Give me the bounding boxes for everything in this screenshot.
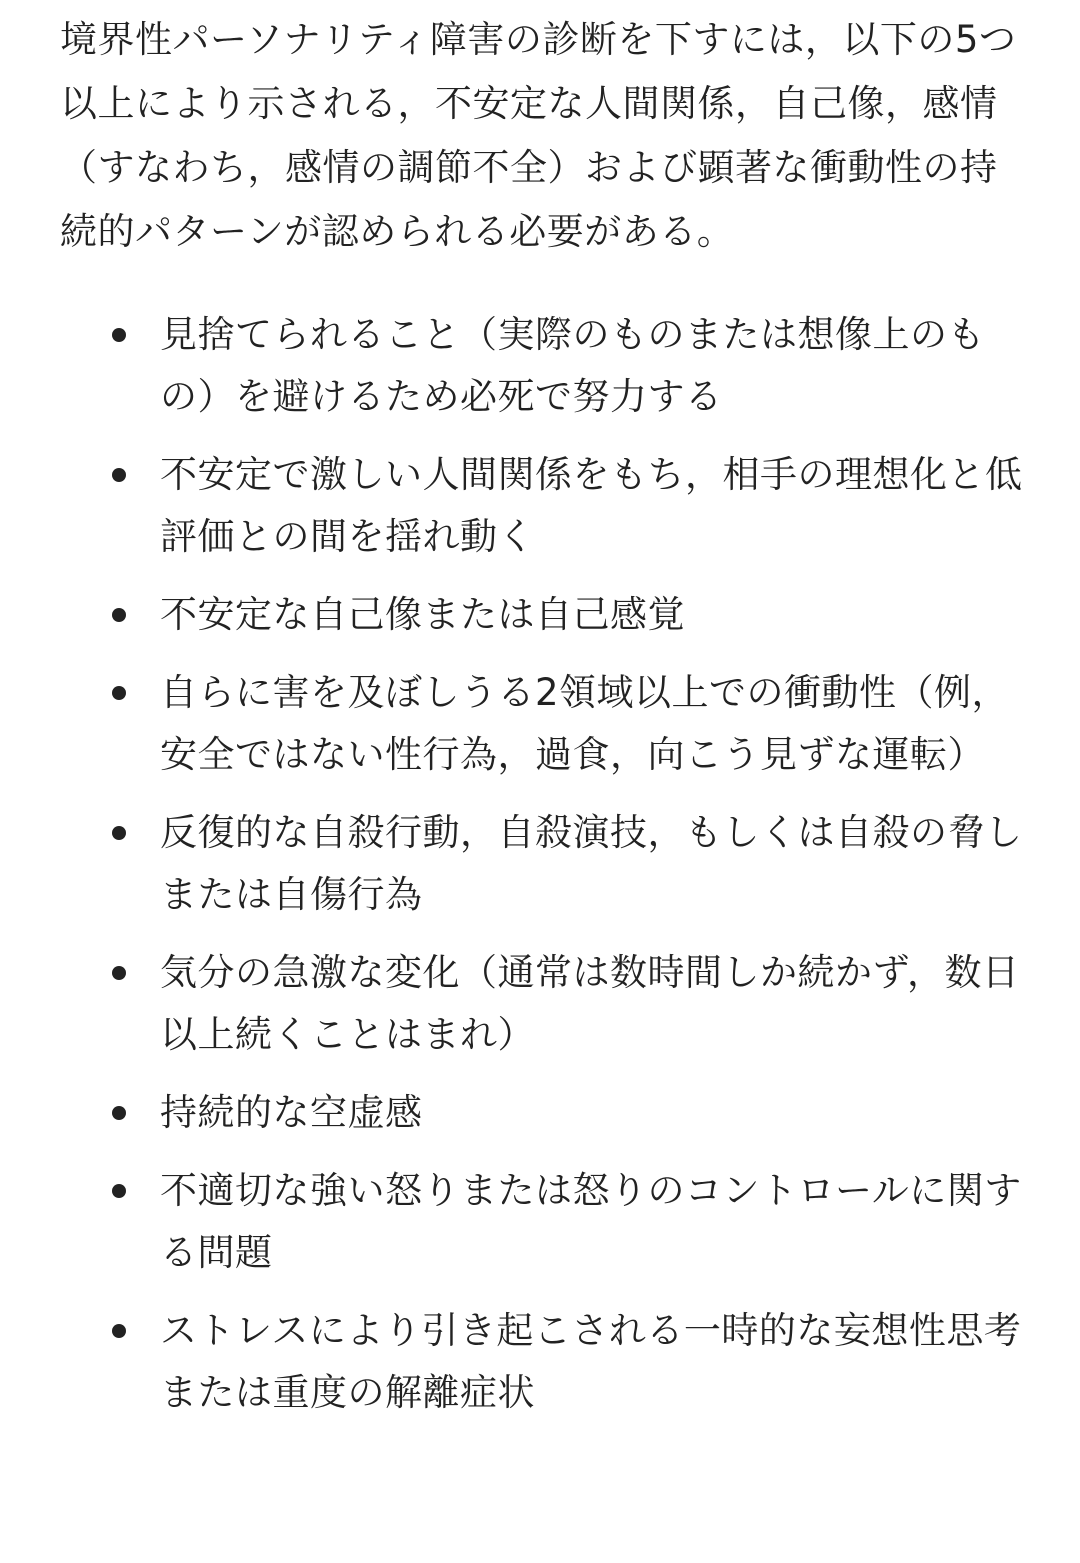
list-item: 反復的な自殺行動，自殺演技，もしくは自殺の脅しまたは自傷行為 [160,802,1028,926]
intro-paragraph: 境界性パーソナリティ障害の診断を下すには，以下の5つ以上により示される，不安定な人間関係，自己像，感情（すなわち，感情の調節不全）および顕著な衝動性の持続的パターンが認められる必要がある。 [60,18,1017,253]
list-item: 不安定で激しい人間関係をもち，相手の理想化と低評価との間を揺れ動く [160,444,1028,568]
list-item: 気分の急激な変化（通常は数時間しか続かず，数日以上続くことはまれ） [160,942,1028,1066]
list-item: ストレスにより引き起こされる一時的な妄想性思考または重度の解離症状 [160,1300,1028,1424]
criteria-list [60,304,1028,1424]
list-item: 不適切な強い怒りまたは怒りのコントロールに関する問題 [160,1160,1028,1284]
list-item: 不安定な自己像または自己感覚 [160,584,1028,646]
list-item: 自らに害を及ぼしうる2領域以上での衝動性（例，安全ではない性行為，過食，向こう見ずな運転） [160,662,1028,786]
list-item: 見捨てられること（実際のものまたは想像上のもの）を避けるため必死で努力する [160,304,1028,428]
list-item: 持続的な空虚感 [160,1082,1028,1144]
